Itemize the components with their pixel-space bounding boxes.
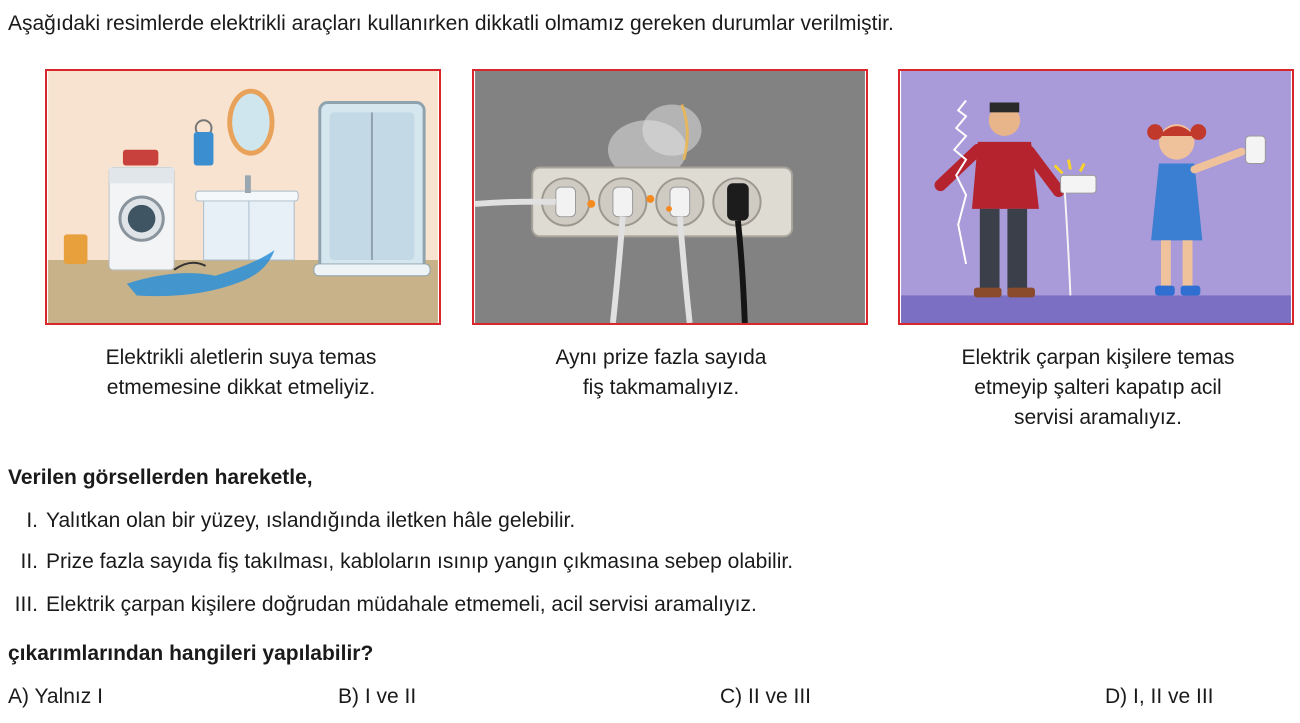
- bathroom-water-illustration: [45, 69, 441, 325]
- option-c[interactable]: C) II ve III: [720, 685, 812, 708]
- statement-2: [0, 550, 793, 574]
- statement-3: [0, 593, 757, 617]
- statement-text: Yalıtkan olan bir yüzey, ıslandığında iletken hâle gelebilir.: [46, 509, 576, 532]
- statement-number: II.: [20, 550, 38, 573]
- socket-icon: [474, 71, 866, 323]
- panel-caption-3: [900, 343, 1296, 433]
- panel-caption-2: [463, 343, 859, 403]
- option-b[interactable]: B) I ve II: [338, 685, 417, 708]
- question-text: çıkarımlarından hangileri yapılabilir?: [8, 642, 374, 665]
- caption-line: etmemesine dikkat etmeliyiz.: [106, 376, 376, 399]
- electric-shock-illustration: [898, 69, 1294, 325]
- option-d[interactable]: D) I, II ve III: [1105, 685, 1214, 708]
- option-a[interactable]: A) Yalnız I: [8, 685, 103, 708]
- caption-line: fiş takmamalıyız.: [582, 376, 740, 399]
- statement-number: III.: [14, 593, 38, 616]
- statement-text: Prize fazla sayıda fiş takılması, kabloların ısınıp yangın çıkmasına sebep olabilir.: [46, 550, 794, 573]
- caption-line: etmeyip şalteri kapatıp acil: [974, 376, 1222, 399]
- panel-caption-1: [43, 343, 439, 403]
- statement-number: I.: [26, 509, 38, 532]
- shock-icon: [900, 71, 1292, 323]
- caption-line: Elektrik çarpan kişilere temas: [961, 346, 1235, 369]
- bathroom-icon: [47, 71, 439, 323]
- caption-line: servisi aramalıyız.: [1013, 406, 1183, 429]
- caption-line: Elektrikli aletlerin suya temas: [105, 346, 377, 369]
- overloaded-socket-illustration: [472, 69, 868, 325]
- statement-text: Elektrik çarpan kişilere doğrudan müdahale etmemeli, acil servisi aramalıyız.: [46, 593, 757, 616]
- intro-text: Aşağıdaki resimlerde elektrikli araçları kullanırken dikkatli olmamız gereken durumlar verilmiştir.: [8, 12, 894, 35]
- lead-text: Verilen görsellerden hareketle,: [8, 466, 313, 489]
- caption-line: Aynı prize fazla sayıda: [555, 346, 767, 369]
- statement-1: [0, 509, 575, 533]
